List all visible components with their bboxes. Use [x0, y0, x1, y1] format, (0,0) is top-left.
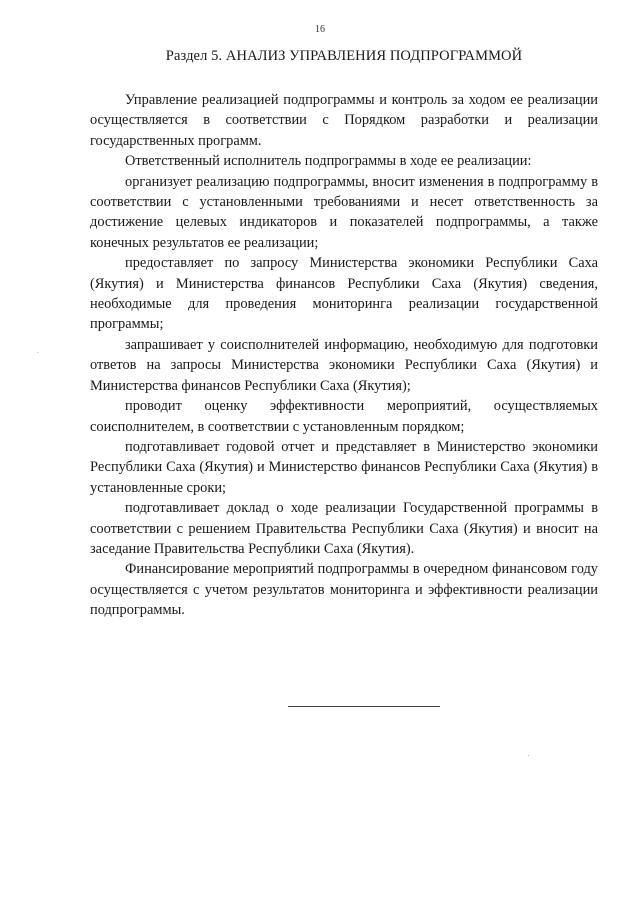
paragraph-financing: Финансирование мероприятий подпрограммы в очередном финансовом году осуществляется с учетом результатов мониторинга и эффективности реализации подпрограммы. [90, 561, 598, 619]
paragraph-requests: запрашивает у соисполнителей информацию, необходимую для подготовки ответов на запросы Министерства экономики Республики Саха (Якутия) и Министерства финансов Республики Саха (Якутия); [90, 336, 598, 394]
paragraph-progress-report: подготавливает доклад о ходе реализации Государственной программы в соответствии с решением Правительства Республики Саха (Якутия) и вносит на заседание Правительства Республики Саха (Якутия). [90, 500, 598, 557]
section-title: Раздел 5. АНАЛИЗ УПРАВЛЕНИЯ ПОДПРОГРАММОЙ [165, 48, 523, 64]
paragraph-management: Управление реализацией подпрограммы и контроль за ходом ее реализации осуществляется в соответствии с Порядком разработки и реализации государственных программ. [90, 92, 598, 149]
body-text [90, 90, 598, 621]
paragraph-annual-report: подготавливает годовой отчет и представляет в Министерство экономики Республики Саха (Якутия) и Министерство финансов Республики Саха (Якутия) в установленные сроки; [90, 438, 598, 496]
paragraph-provides: предоставляет по запросу Министерства экономики Республики Саха (Якутия) и Министерства финансов Республики Саха (Якутия) сведения, необходимые для проведения мониторинга реализации государственной программы; [90, 255, 598, 333]
paragraph-evaluates: проводит оценку эффективности мероприятий, осуществляемых соисполнителем, в соответствии с установленным порядком; [90, 398, 598, 435]
scan-artifact [528, 755, 529, 756]
page-number: 16 [315, 24, 325, 35]
scan-artifact [37, 352, 38, 353]
paragraph-responsible-executor: Ответственный исполнитель подпрограммы в ходе ее реализации: [125, 153, 532, 170]
paragraph-organizes: организует реализацию подпрограммы, вносит изменения в подпрограмму в соответствии с установленными требованиями и несет ответственность за достижение целевых индикаторов и показателей подпрограммы, а также конечных результатов ее реализации; [90, 173, 598, 251]
closing-line [288, 706, 440, 707]
